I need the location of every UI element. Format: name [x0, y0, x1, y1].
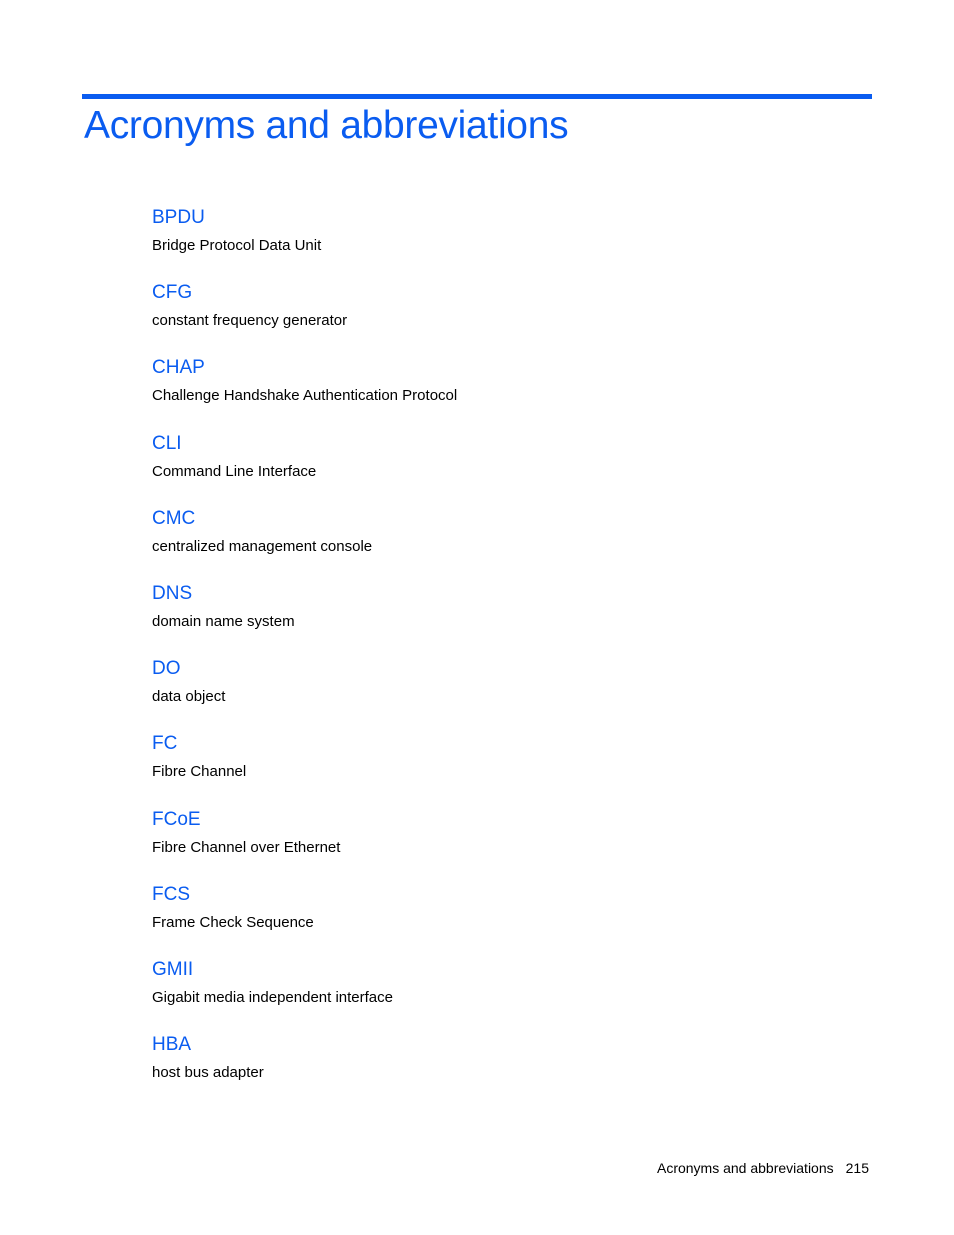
acronym-entry — [152, 731, 852, 806]
acronym-definition: Challenge Handshake Authentication Protocol — [152, 387, 458, 405]
acronym-entry — [152, 506, 852, 581]
acronym-definition: Bridge Protocol Data Unit — [152, 237, 322, 254]
acronym-term: FCoE — [152, 808, 201, 830]
title-rule — [82, 94, 872, 99]
footer-section-title: Acronyms and abbreviations — [656, 1160, 834, 1176]
acronym-entry — [152, 205, 852, 280]
acronym-definition: Fibre Channel over Ethernet — [152, 838, 341, 856]
acronym-entry — [152, 807, 852, 882]
acronym-definition: host bus adapter — [152, 1064, 264, 1082]
acronym-entry — [152, 581, 852, 656]
acronym-definition: Command Line Interface — [152, 462, 317, 480]
acronym-term: FC — [152, 733, 178, 755]
acronym-term: CHAP — [152, 357, 205, 379]
acronym-definition: domain name system — [152, 612, 295, 630]
acronym-entry — [152, 280, 852, 355]
acronym-entry — [152, 431, 852, 506]
acronym-term: DNS — [152, 582, 193, 604]
page-number: 215 — [845, 1160, 869, 1176]
acronym-entry — [152, 355, 852, 430]
acronym-entry — [152, 1032, 852, 1107]
acronym-definition: centralized management console — [152, 537, 373, 555]
acronym-term: CFG — [152, 282, 193, 304]
page-footer — [657, 1158, 869, 1178]
acronym-term: GMII — [152, 958, 194, 980]
acronym-term: CMC — [152, 507, 196, 529]
acronym-list — [152, 205, 852, 1107]
acronym-term: HBA — [152, 1034, 192, 1056]
acronym-term: BPDU — [152, 207, 205, 228]
acronym-definition: Gigabit media independent interface — [152, 988, 393, 1006]
acronym-term: DO — [152, 658, 181, 680]
acronym-definition: Fibre Channel — [152, 763, 247, 781]
acronym-term: FCS — [152, 883, 190, 905]
acronym-definition: data object — [152, 688, 226, 706]
acronym-definition: constant frequency generator — [152, 312, 348, 330]
acronym-term: CLI — [152, 432, 182, 454]
acronym-entry — [152, 882, 852, 957]
acronym-definition: Frame Check Sequence — [152, 913, 314, 931]
acronym-entry — [152, 656, 852, 731]
page-title: Acronyms and abbreviations — [84, 104, 569, 147]
acronym-entry — [152, 957, 852, 1032]
